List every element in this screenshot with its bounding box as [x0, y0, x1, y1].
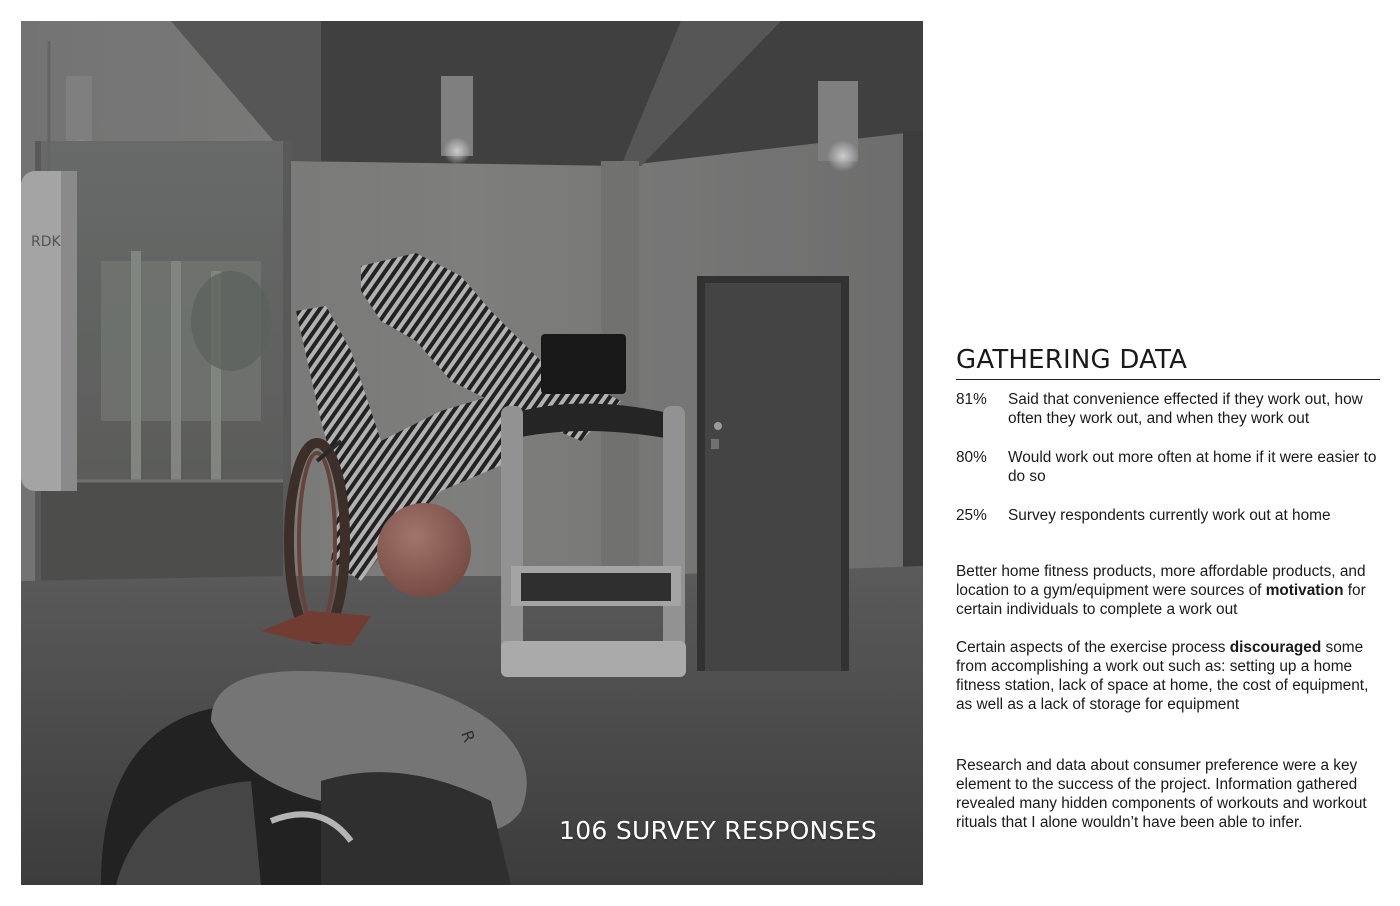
gym-illustration: [21, 21, 923, 885]
stat-item: [956, 506, 1380, 525]
glove-brand: R: [457, 727, 479, 745]
stat-percent: 25%: [956, 507, 987, 524]
research-paragraph: Research and data about consumer preference were a key element to the success of the project. Information gathered revealed many hidden components of workouts and workout rituals that I alone wouldn’t have been able to infer.: [956, 757, 1367, 831]
stat-percent: 81%: [956, 391, 987, 408]
motivation-paragraph: Better home fitness products, more affordable products, and location to a gym/equipment were sources of motivation for certain individuals to complete a work out: [956, 563, 1366, 618]
stat-item: [956, 390, 1380, 428]
stat-percent: 80%: [956, 449, 987, 466]
stat-text: Said that convenience effected if they work out, how often they work out, and when they work out: [1008, 391, 1363, 427]
discouragement-paragraph: Certain aspects of the exercise process discouraged some from accomplishing a work out such as: setting up a home fitness station, lack of space at home, the cost of equipment, as well as a lack of storage for equipment: [956, 639, 1369, 713]
survey-responses-caption: 106 SURVEY RESPONSES: [559, 816, 877, 845]
bag-brand: RDK: [31, 234, 61, 250]
stat-text: Would work out more often at home if it were easier to do so: [1008, 449, 1377, 485]
bold-keyword: discouraged: [1229, 639, 1322, 656]
gathering-data-section: [956, 345, 1380, 832]
section-title: GATHERING DATA: [956, 345, 1380, 380]
stat-text: Survey respondents currently work out at home: [1008, 507, 1331, 524]
home-gym-photo: [21, 21, 923, 885]
bold-keyword: motivation: [1265, 582, 1344, 599]
stat-item: [956, 448, 1380, 486]
